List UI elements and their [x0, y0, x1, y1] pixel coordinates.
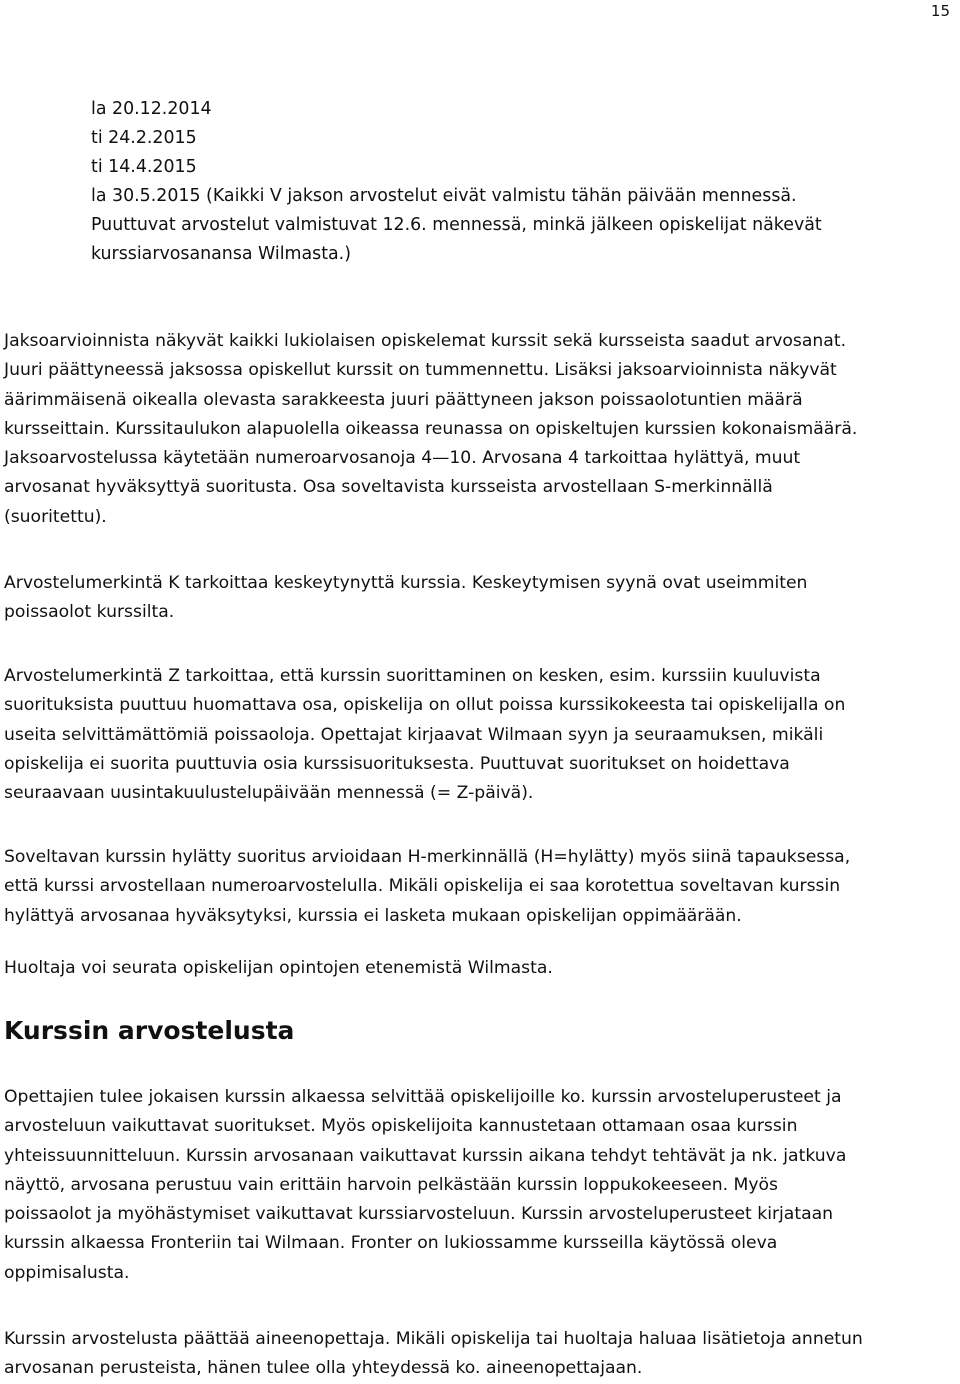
text-line: opiskelija ei suorita puuttuvia osia kurssisuorituksesta. Puuttuvat suoritukset on hoidettava	[4, 753, 790, 774]
text-line: (suoritettu).	[4, 506, 107, 527]
text-line: Arvostelumerkintä Z tarkoittaa, että kurssin suorittaminen on kesken, esim. kurssiin kuuluvista	[4, 666, 821, 686]
text-line: arvosanat hyväksyttyä suoritusta. Osa soveltavista kursseista arvostellaan S-merkinnällä	[4, 477, 773, 498]
text-line: Arvostelumerkintä K tarkoittaa keskeytynyttä kurssia. Keskeytymisen syynä ovat useimmiten	[4, 573, 808, 593]
paragraph-k-merkinta	[4, 569, 807, 628]
text-line: hylättyä arvosanaa hyväksytyksi, kurssia ei lasketa mukaan opiskelijan oppimäärään.	[4, 905, 742, 926]
text-line: äärimmäisenä oikealla olevasta sarakkeesta juuri päättyneen jakson poissaolotuntien määrä	[4, 389, 803, 410]
text-line: seuraavaan uusintakuulustelupäivään mennessä (= Z-päivä).	[4, 783, 534, 804]
text-line: useita selvittämättömiä poissaoloja. Opettajat kirjaavat Wilmaan syyn ja seuraamuksen, mikäli	[4, 724, 824, 745]
text-line: yhteissuunnitteluun. Kurssin arvosanaan vaikuttavat kurssin aikana tehdyt tehtävät ja nk. jatkuva	[4, 1145, 847, 1166]
text-line: Opettajien tulee jokaisen kurssin alkaessa selvittää opiskelijoille ko. kurssin arvosteluperusteet ja	[4, 1087, 842, 1107]
text-line: arvosanan perusteista, hänen tulee olla yhteydessä ko. aineenopettajaan.	[4, 1358, 643, 1379]
text-line: oppimisalusta.	[4, 1262, 130, 1283]
paragraph-jaksoarviointi	[4, 327, 857, 532]
text-line: suorituksista puuttuu huomattava osa, opiskelija on ollut poissa kurssikokeesta tai opiskelijalla on	[4, 695, 846, 716]
date-list	[91, 95, 822, 269]
text-line: poissaolot kurssilta.	[4, 602, 175, 623]
text-line: kurssin alkaessa Fronteriin tai Wilmaan. Fronter on lukiossamme kursseilla käytössä oleva	[4, 1233, 778, 1254]
paragraph-huoltaja	[4, 954, 553, 983]
text-line: kursseittain. Kurssitaulukon alapuolella oikeassa reunassa on opiskeltujen kurssien kokonaismäärä.	[4, 418, 858, 439]
section-heading: Kurssin arvostelusta	[4, 1016, 295, 1045]
text-line: näyttö, arvosana perustuu vain erittäin harvoin pelkästään kurssin loppukokeeseen. Myös	[4, 1174, 778, 1195]
date-line: kurssiarvosanansa Wilmasta.)	[91, 244, 351, 264]
date-line: ti 14.4.2015	[91, 157, 197, 177]
paragraph-aineenopettaja	[4, 1325, 863, 1384]
paragraph-arvosteluperusteet	[4, 1083, 846, 1288]
date-line: la 30.5.2015 (Kaikki V jakson arvostelut eivät valmistu tähän päivään mennessä.	[91, 186, 797, 206]
text-line: arvosteluun vaikuttavat suoritukset. Myös opiskelijoita kannustetaan ottamaan osaa kurssin	[4, 1116, 798, 1137]
date-line: ti 24.2.2015	[91, 128, 197, 148]
text-line: Jaksoarvostelussa käytetään numeroarvosanoja 4—10. Arvosana 4 tarkoittaa hylättyä, muut	[4, 448, 801, 469]
text-line: Kurssin arvostelusta päättää aineenopettaja. Mikäli opiskelija tai huoltaja haluaa lisätietoja annetun	[4, 1329, 863, 1349]
text-line: poissaolot ja myöhästymiset vaikuttavat kurssiarvosteluun. Kurssin arvosteluperusteet kirjataan	[4, 1204, 834, 1225]
date-line: la 20.12.2014	[91, 99, 212, 119]
page-number: 15	[930, 2, 950, 20]
text-line: Juuri päättyneessä jaksossa opiskellut kurssit on tummennettu. Lisäksi jaksoarvioinnista näkyvät	[4, 360, 837, 381]
date-line: Puuttuvat arvostelut valmistuvat 12.6. mennessä, minkä jälkeen opiskelijat näkevät	[91, 215, 822, 235]
text-line: Jaksoarvioinnista näkyvät kaikki lukiolaisen opiskelemat kurssit sekä kursseista saadut arvosanat.	[4, 331, 847, 351]
text-line: että kurssi arvostellaan numeroarvostelulla. Mikäli opiskelija ei saa korotettua soveltavan kurssin	[4, 876, 841, 897]
text-line: Huoltaja voi seurata opiskelijan opintojen etenemistä Wilmasta.	[4, 958, 553, 978]
paragraph-z-merkinta	[4, 662, 845, 808]
text-line: Soveltavan kurssin hylätty suoritus arvioidaan H-merkinnällä (H=hylätty) myös siinä tapauksessa,	[4, 847, 851, 867]
paragraph-h-merkinta	[4, 843, 850, 931]
